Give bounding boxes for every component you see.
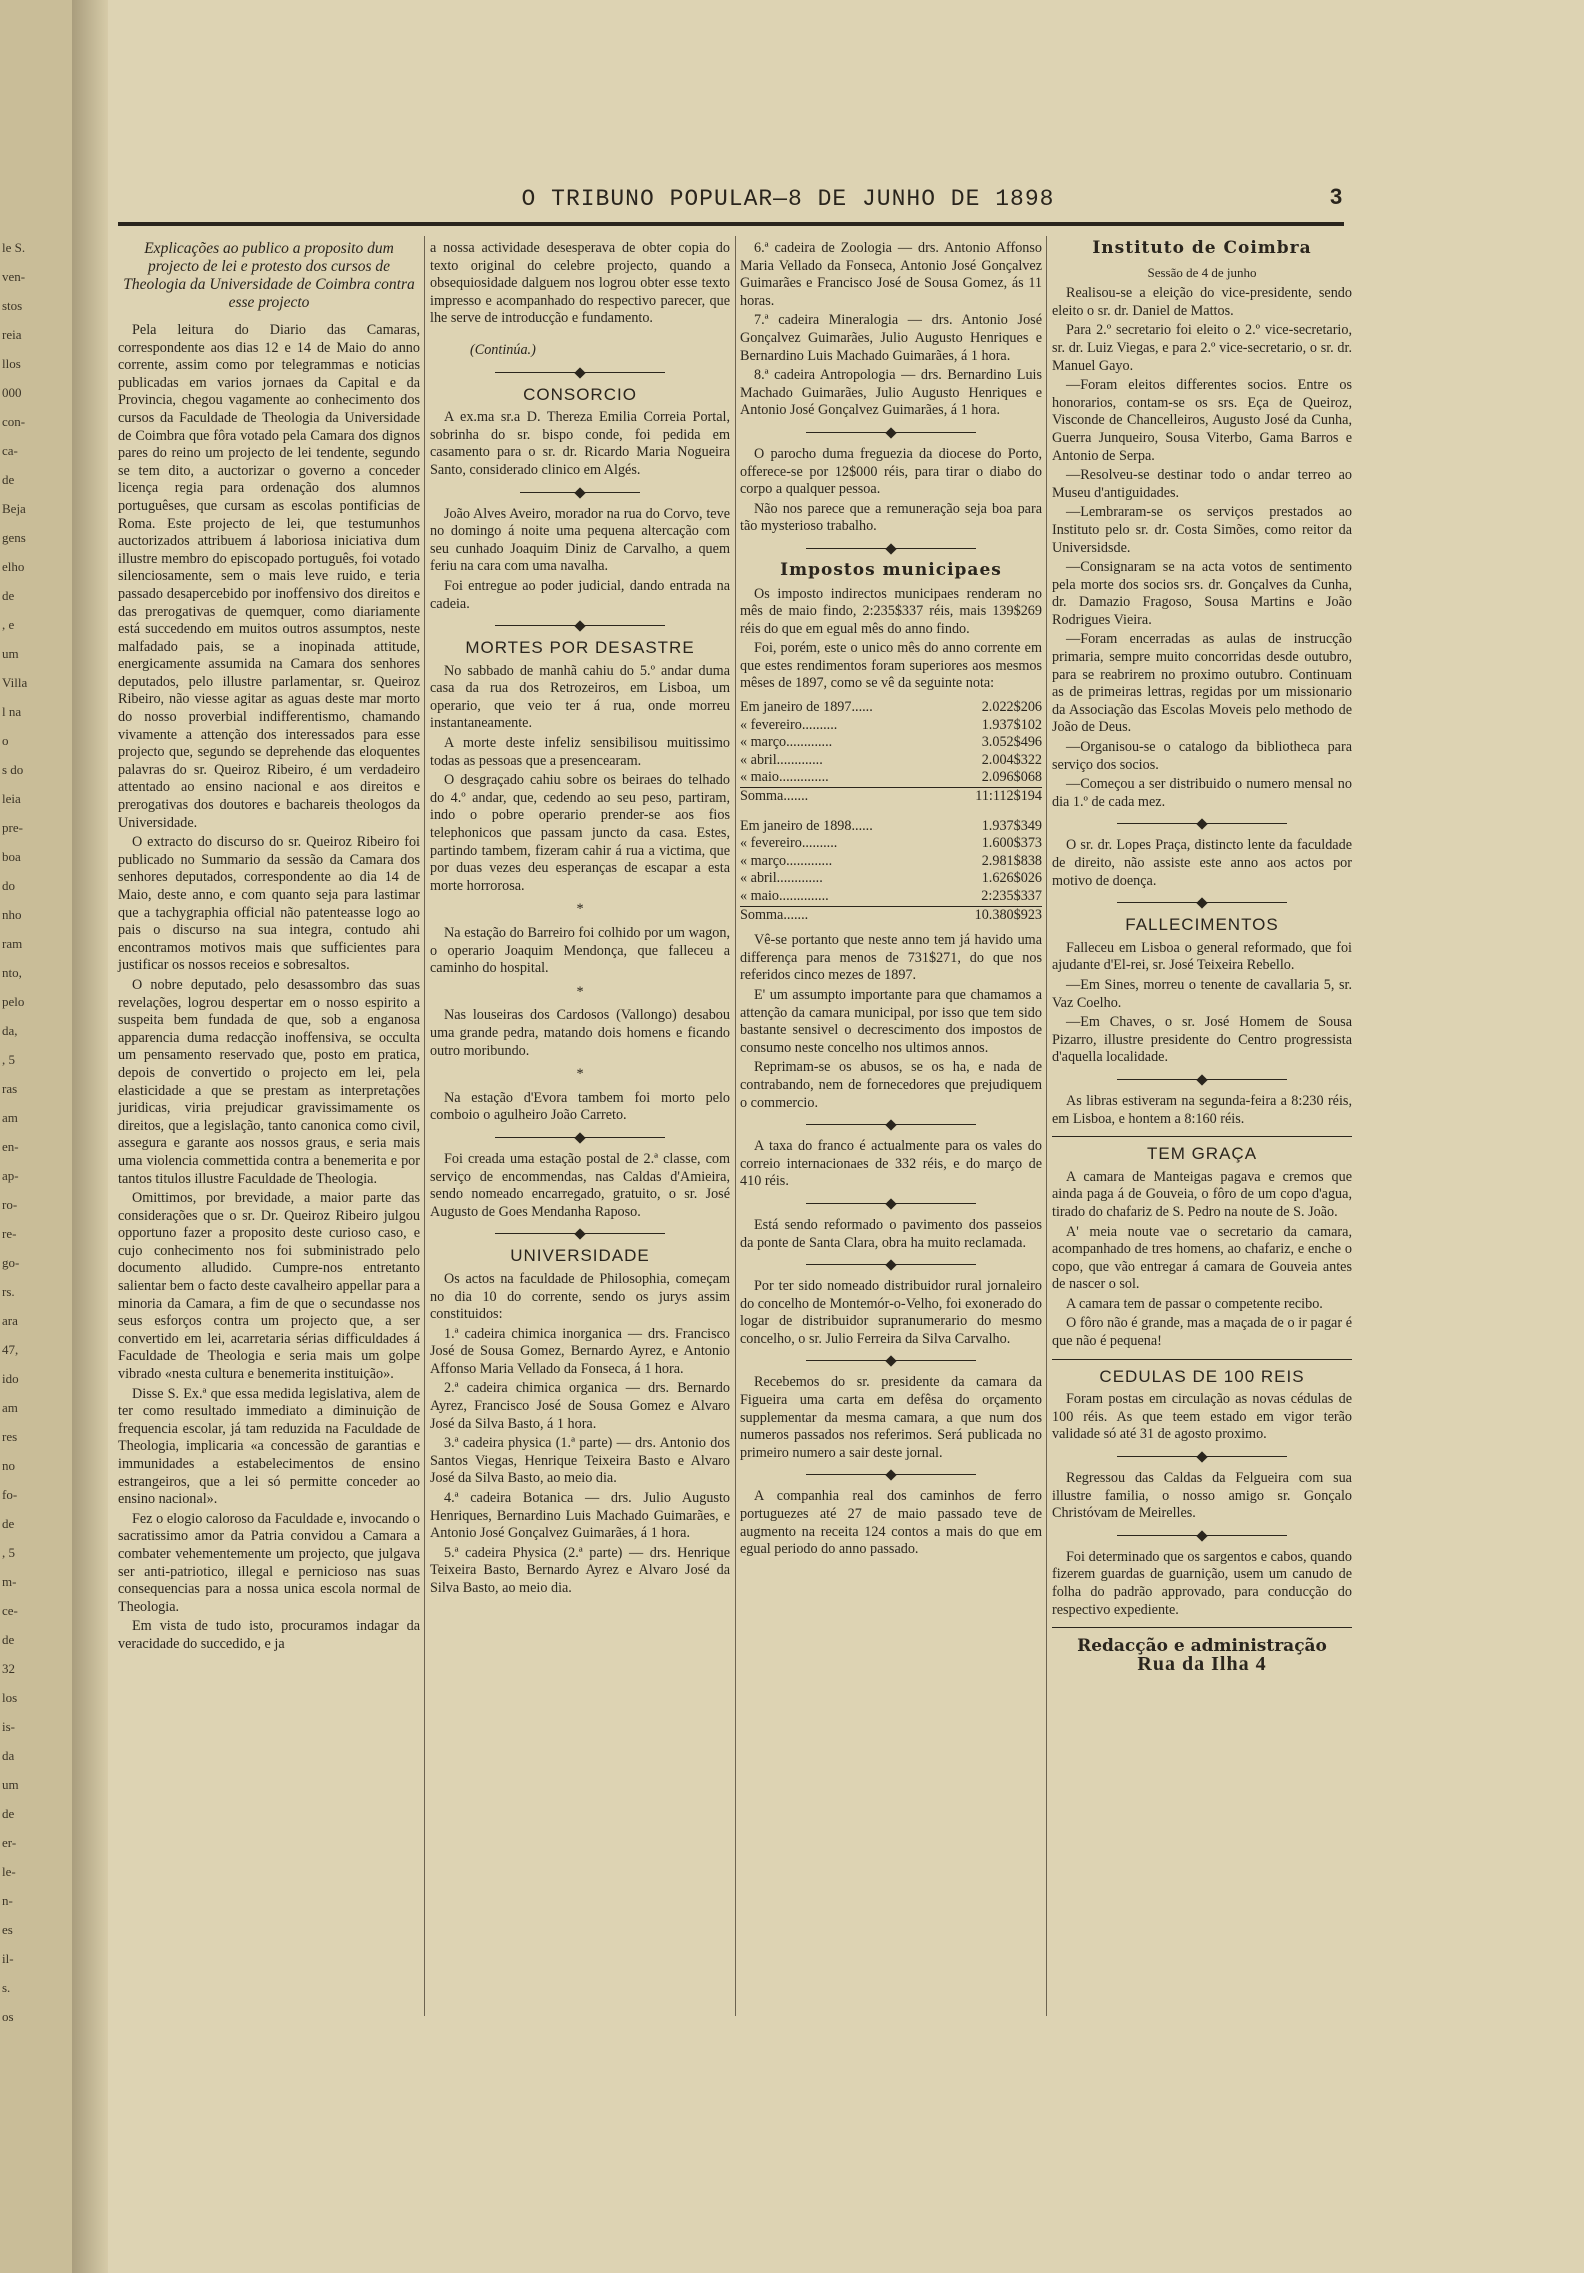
tax-month: « fevereiro.......... (740, 716, 838, 733)
tax-month: « maio.............. (740, 769, 829, 786)
paragraph: Foi creada uma estação postal de 2.ª classe, com serviço de encommendas, nas Caldas d'Amieira, sendo nomeado encarregado, gratuito, o sr. José Augusto de Goes Mendanha Raposo. (430, 1150, 730, 1220)
paragraph: Omittimos, por brevidade, a maior parte das considerações que o sr. Dr. Queiroz Ribeiro julgou opportuno fazer a proposito deste curioso caso, e cujo conhecimento nos foi subministrado pelo documento alludido. Cumpre-nos entretanto salientar bem o facto deste cavalheiro appellar para a minoria da Camara, a fim de que o secundasse nos seus esforços contra um projecto que, a ser convertido em lei, acarretaria sérias difficuldades á Faculdade de Theologia e seria mais um golpe vibrado «nesta cultura e benemerita instituição». (118, 1190, 420, 1383)
book-gutter (72, 0, 108, 2273)
prev-page-fragment: do (2, 878, 15, 893)
tax-value: 2:235$337 (981, 888, 1042, 904)
prev-page-fragment: rs. (2, 1284, 15, 1299)
tax-value: 2.096$068 (981, 769, 1042, 786)
paragraph: —Foram eleitos differentes socios. Entre os honorarios, contam-se os srs. Eça de Queiroz, Visconde de Chancelleiros, Augusto José da Cunha, Guerra Junqueiro, Sousa Viterbo, Gama Barros e Antonio de Serpa. (1052, 377, 1352, 464)
separator (806, 1470, 976, 1480)
prev-page-fragment: ro- (2, 1197, 18, 1212)
sum-value: 10.380$923 (940, 906, 1042, 924)
paragraph: Para 2.º secretario foi eleito o 2.º vice-secretario, sr. dr. Luiz Viegas, e para 2.º vice-secretario, o sr. dr. Manuel Gayo. (1052, 322, 1352, 374)
tax-row (740, 888, 1042, 906)
jury-item: 1.ª cadeira chimica inorganica — drs. Francisco José de Sousa Gomez, Bernardo Ayrez, e Antonio Affonso Maria Vellado da Fonseca, á 1 hora. (430, 1325, 730, 1377)
address-street: Rua da Ilha 4 (1137, 1652, 1267, 1675)
paragraph: A camara tem de passar o competente recibo. (1066, 1295, 1323, 1312)
prev-page-fragment: es (2, 1922, 13, 1937)
prev-page-fragment: o (2, 733, 9, 748)
paragraph: Na estação d'Evora tambem foi morto pelo comboio o agulheiro João Carreto. (430, 1089, 730, 1124)
prev-page-fragment: pelo (2, 994, 25, 1009)
jury-item: 2.ª cadeira chimica organica — drs. Bernardo Ayrez, Francisco José de Sousa Gomez e Alvaro José da Silva Basto, á 1 hora. (430, 1380, 730, 1432)
prev-page-fragment: m- (2, 1574, 17, 1589)
prev-page-fragment: ce- (2, 1603, 18, 1618)
jury-item: 7.ª cadeira Mineralogia — drs. Antonio José Gonçalvez Guimarães, Julio Augusto Henriques e Bernardino Luis Machado Guimarães, á 1 hora. (740, 312, 1042, 364)
separator (495, 621, 665, 631)
prev-page-fragment: de (2, 1516, 15, 1531)
paragraph: Fez o elogio caloroso da Faculdade e, invocando o sacratissimo amor da Patria convidou a Camara a combater vehementemente um projecto, que julgava ser anti-patriotico, illegal e pernicioso nas suas consequencias para a nossa unica escola normal de Theologia. (118, 1510, 420, 1615)
tax-value: 3.052$496 (981, 734, 1042, 751)
prev-page-fragment: , e (2, 617, 15, 632)
separator (495, 1133, 665, 1143)
prev-page-fragment: de (2, 1806, 15, 1821)
separator (520, 488, 640, 498)
paragraph: —Foram encerradas as aulas de instrucção primaria, sempre muito concorridas desde outubro, para se reabrirem no proximo outubro. Continuam as de primeiras lettras, regidas por um missionario da Associação das Escolas Moveis pelo methodo de João de Deus. (1052, 631, 1352, 736)
prev-page-fragment: leia (2, 791, 21, 806)
paragraph: Nas louseiras dos Cardosos (Vallongo) desabou uma grande pedra, matando dois homens e ficando outro moribundo. (430, 1007, 730, 1059)
paragraph: Recebemos do sr. presidente da camara da Figueira uma carta em defêsa do orçamento supplementar da mesma camara, a que num dos numeros passados nos referimos. Será publicada no primeiro numero a sair deste jornal. (740, 1374, 1042, 1461)
column-divider (1046, 236, 1047, 2016)
prev-page-fragment: de (2, 1632, 15, 1647)
prev-page-fragment: am (2, 1110, 18, 1125)
prev-page-fragment: de (2, 588, 15, 603)
section-title: CEDULAS DE 100 REIS (1099, 1366, 1305, 1386)
paragraph: O desgraçado cahiu sobre os beiraes do telhado do 4.º andar, que, cedendo ao seu peso, partiram, indo o pobre operario prender-se aos fios telephonicos que passam juncto da casa. Estes, partindo tambem, fizeram cahir á rua a victima, que por duas vezes deu esperanças de escapar a esta morte horrorosa. (430, 772, 730, 894)
paragraph: —Consignaram se na acta votos de sentimento pela morte dos socios srs. dr. Gonçalves da Cunha, dr. Damazio Fragoso, Sousa Martins e João Rodrigues Vieira. (1052, 559, 1352, 628)
paragraph: Na estação do Barreiro foi colhido por um wagon, o operario Joaquim Mendonça, que falleceu a caminho do hospital. (430, 925, 730, 977)
prev-page-fragment: um (2, 646, 19, 661)
prev-page-fragment: go- (2, 1255, 20, 1270)
paragraph: Foram postas em circulação as novas cédulas de 100 réis. As que teem estado em vigor terão validade só até 31 de agosto proximo. (1052, 1391, 1352, 1443)
paragraph: A camara de Manteigas pagava e cremos que ainda paga á de Gouveia, o fôro de um copo d'agua, tirado do chafariz de S. Pedro na noute de S. João. (1052, 1168, 1352, 1220)
paragraph: A morte deste infeliz sensibilisou muitissimo todas as pessoas que a presencearam. (430, 735, 730, 769)
prev-page-fragment: nho (2, 907, 22, 922)
jury-item: 8.ª cadeira Antropologia — drs. Bernardino Luis Machado Guimarães, Julio Augusto Henriques e Antonio José Gonçalvez Guimarães, á 1 hora. (740, 367, 1042, 419)
section-title: MORTES POR DESASTRE (465, 638, 695, 658)
paragraph: A' meia noute vae o secretario da camara, acompanhado de tres homens, ao chafariz, e enche o copo, que vão entregar á camara de Gouveia antes de nascer o sol. (1052, 1223, 1352, 1293)
prev-page-fragment: ido (2, 1371, 19, 1386)
prev-page-fragment: l na (2, 704, 22, 719)
column-3 (740, 240, 1042, 1561)
tax-month: Em janeiro de 1897...... (740, 699, 873, 716)
paragraph: —Começou a ser distribuido o numero mensal no dia 1.º de cada mez. (1052, 776, 1352, 810)
prev-page-fragment: nto, (2, 965, 22, 980)
column-4 (1052, 240, 1352, 1673)
tax-row (740, 870, 1042, 888)
prev-page-fragment: fo- (2, 1487, 18, 1502)
paragraph: O nobre deputado, pelo desassombro das suas revelações, logrou despertar em o nosso espirito a suspeita bem fundada de que, sob a enganosa apparencia duma redacção inoffensiva, se occulta um pensamento reservado que, posto em pratica, depois de convertido o projecto em lei, pela elasticidade a que se prestam as interpretações juridicas, viria prejudicar gravissimamente os direitos, que a legislação, tanto canonica como civil, assegura e garante aos nossos graus, e seria mais uma violencia commettida contra a benemerita e por tantos titulos illustre Faculdade de Theologia. (118, 976, 420, 1187)
separator (1117, 1452, 1287, 1462)
paragraph: —Lembraram-se os serviços prestados ao Instituto pelo sr. dr. Costa Simões, como reitor da Universidsde. (1052, 504, 1352, 556)
star-separator: * (576, 983, 584, 1000)
prev-page-fragment: de (2, 472, 15, 487)
tax-value: 1.937$102 (981, 716, 1042, 733)
prev-page-fragment: da, (2, 1023, 18, 1038)
paragraph: Foi entregue ao poder judicial, dando entrada na cadeia. (430, 577, 730, 612)
prev-page-fragment: ras (2, 1081, 18, 1096)
tax-month: « fevereiro.......... (740, 835, 838, 852)
prev-page-fragment: s. (2, 1980, 11, 1995)
tax-month: « abril............. (740, 751, 823, 768)
prev-page-fragment: pre- (2, 820, 23, 835)
paragraph: Realisou-se a eleição do vice-presidente, sendo eleito o sr. dr. Daniel de Mattos. (1052, 285, 1352, 319)
section-title: Instituto de Coimbra (1092, 238, 1312, 258)
prev-page-fragment: re- (2, 1226, 17, 1241)
prev-page-fragment: ram (2, 936, 23, 951)
paragraph: O parocho duma freguezia da diocese do Porto, offerece-se por 12$000 réis, para tirar o diabo do corpo a qualquer pessoa. (740, 445, 1042, 498)
paragraph: O sr. dr. Lopes Praça, distincto lente da faculdade de direito, não assiste este anno aos actos por motivo de doença. (1052, 837, 1352, 889)
paragraph: A ex.ma sr.a D. Thereza Emilia Correia Portal, sobrinha do sr. bispo conde, foi pedida em casamento para o sr. dr. Ricardo Maria Nogueira Santo, considerado clinico em Algés. (430, 409, 730, 478)
prev-page-fragment: llos (2, 356, 21, 371)
prev-page-fragment: le S. (2, 240, 26, 255)
prev-page-fragment: is- (2, 1719, 15, 1734)
prev-page-fragment: reia (2, 327, 22, 342)
tax-table-1897 (740, 699, 1042, 806)
jury-item: 4.ª cadeira Botanica — drs. Julio Augusto Henriques, Bernardino Luis Machado Guimarães, e Antonio José Gonçalvez Guimarães, á 1 hora. (430, 1490, 730, 1542)
prev-page-fragment: 32 (2, 1661, 15, 1676)
section-rule (1052, 1359, 1352, 1360)
prev-page-fragment: n- (2, 1893, 13, 1908)
paragraph: Reprimam-se os abusos, se os ha, e nada de contrabando, nem de fornecedores que prejudiquem o commercio. (740, 1059, 1042, 1111)
tax-value: 2.981$838 (981, 852, 1042, 869)
tax-value: 2.022$206 (981, 699, 1042, 716)
paragraph: O extracto do discurso do sr. Queiroz Ribeiro foi publicado no Summario da sessão da Camara dos senhores deputados, correspondente ao dia 14 de Maio, deste anno, e com quanto seja para lastimar que a tachygraphia official não patenteasse logo ao pais o discurso na sua integra, contudo ahi encontramos motivos mais que sufficientes para justificar os nossos receios e sobresaltos. (118, 834, 420, 974)
tax-table-1898 (740, 818, 1042, 925)
section-title: Impostos municipaes (780, 559, 1002, 580)
separator (806, 1120, 976, 1130)
star-separator: * (576, 1066, 584, 1083)
prev-page-fragment: con- (2, 414, 26, 429)
prev-page-fragment: stos (2, 298, 23, 313)
jury-item: 5.ª cadeira Physica (2.ª parte) — drs. Henrique Teixeira Basto, Bernardo Ayrez e Alvaro José da Silva Basto, ao meio dia. (430, 1544, 730, 1596)
separator (495, 1229, 665, 1239)
prev-page-fragment: elho (2, 559, 25, 574)
prev-page-fragment: ven- (2, 269, 26, 284)
sum-label: Somma....... (740, 906, 940, 924)
section-rule (1052, 1627, 1352, 1628)
prev-page-fragment: um (2, 1777, 19, 1792)
paragraph: E' um assumpto importante para que chamamos a attenção da camara municipal, por isso que tem sido bastante sensivel o decrescimento dos impostos de consumo neste concelho nos ultimos annos. (740, 986, 1042, 1056)
paragraph: A taxa do franco é actualmente para os vales do correio internacionaes de 332 réis, e do março de 410 réis. (740, 1138, 1042, 1190)
column-1 (118, 240, 420, 1656)
previous-page-edge (0, 0, 74, 2273)
address-heading: Redacção e administração (1077, 1636, 1327, 1657)
separator (1117, 898, 1287, 908)
tax-value: 1.626$026 (981, 870, 1042, 887)
separator (806, 428, 976, 438)
prev-page-fragment: , 5 (2, 1052, 15, 1067)
paragraph: Falleceu em Lisboa o general reformado, que foi ajudante d'El-rei, sr. José Teixeira Rebello. (1052, 939, 1352, 974)
tax-value: 2.004$322 (981, 751, 1042, 768)
separator (806, 544, 976, 554)
paragraph: —Em Chaves, o sr. José Homem de Sousa Pizarro, illustre presidente do Centro progressista d'aquella localidade. (1052, 1014, 1352, 1066)
tax-row (740, 717, 1042, 735)
prev-page-fragment: er- (2, 1835, 17, 1850)
separator (1117, 819, 1287, 829)
continued-note: (Continúa.) (470, 341, 536, 358)
paragraph: Regressou das Caldas da Felgueira com sua illustre familia, o nosso amigo sr. Gonçalo Christóvam de Meirelles. (1052, 1470, 1352, 1522)
prev-page-fragment: 000 (2, 385, 22, 400)
prev-page-fragment: ara (2, 1313, 18, 1328)
paragraph: A companhia real dos caminhos de ferro portuguezes até 27 de maio passado teve de augmento na receita 124 contos a mais do que em egual periodo do anno passado. (740, 1488, 1042, 1558)
running-header: O TRIBUNO POPULAR—8 DE JUNHO DE 1898 (521, 186, 1055, 212)
section-title: UNIVERSIDADE (510, 1246, 650, 1266)
separator (1117, 1531, 1287, 1541)
paragraph: Vê-se portanto que neste anno tem já havido uma differença para menos de 731$271, do que nos referidos cinco mezes de 1897. (740, 932, 1042, 984)
prev-page-fragment: Villa (2, 675, 28, 690)
article-heading: Explicações ao publico a proposito dum projecto de lei e protesto dos cursos de Theologia da Universidade de Coimbra contra esse projecto (123, 240, 415, 311)
prev-page-fragment: gens (2, 530, 26, 545)
separator (806, 1356, 976, 1366)
jury-item: 3.ª cadeira physica (1.ª parte) — drs. Antonio dos Santos Viegas, Henrique Teixeira Basto e Alvaro José da Silva Basto, ao meio dia. (430, 1435, 730, 1487)
prev-page-fragment: ap- (2, 1168, 19, 1183)
paragraph: —Organisou-se o catalogo da bibliotheca para serviço dos socios. (1052, 739, 1352, 773)
paragraph: Disse S. Ex.ª que essa medida legislativa, alem de ter como resultado immediato a diminuição de frequencia escolar, já tam reduzida na Faculdade de Theologia, implicaria «a concessão de garantias e immunidades a estabelecimentos de ensino estrangeiros, que a lei só permitte conceder ao ensino nacional». (118, 1385, 420, 1508)
jury-item: 6.ª cadeira de Zoologia — drs. Antonio Affonso Maria Vellado da Fonseca, Antonio José Gonçalvez Guimarães e Francisco José de Sousa Gomez, ás 11 horas. (740, 240, 1042, 309)
prev-page-fragment: no (2, 1458, 15, 1473)
tax-month: Em janeiro de 1898...... (740, 817, 873, 834)
header-rule (118, 222, 1344, 226)
section-title: FALLECIMENTOS (1125, 915, 1279, 935)
paragraph: No sabbado de manhã cahiu do 5.º andar duma casa da rua dos Retrozeiros, em Lisboa, um operario, que veio ter á rua, onde morreu instantaneamente. (430, 662, 730, 732)
column-divider (735, 236, 736, 2016)
paragraph: —Resolveu-se destinar todo o andar terreo ao Museu d'antiguidades. (1052, 467, 1352, 501)
paragraph: O fôro não é grande, mas a maçada de o ir pagar é que não é pequena! (1052, 1315, 1352, 1350)
tax-value: 1.600$373 (981, 835, 1042, 852)
prev-page-fragment: da (2, 1748, 15, 1763)
section-title: CONSORCIO (523, 384, 637, 404)
prev-page-fragment: , 5 (2, 1545, 15, 1560)
paragraph: Foi, porém, este o unico mês do anno corrente em que estes rendimentos foram superiores aos mesmos mêses de 1897, como se vê da seguinte nota: (740, 640, 1042, 692)
tax-month: « maio.............. (740, 888, 829, 904)
star-separator: * (576, 901, 584, 918)
paragraph: —Em Sines, morreu o tenente de cavallaria 5, sr. Vaz Coelho. (1052, 976, 1352, 1011)
prev-page-fragment: le- (2, 1864, 16, 1879)
paragraph: Pela leitura do Diario das Camaras, correspondente aos dias 12 e 14 de Maio do anno corrente, assim como por telegrammas e noticias publicadas em varios jornaes da Capital e da Provincia, chegou vagamente ao conhecimento dos cursos da Faculdade de Theologia da Universidade de Coimbra que fôra votado pela Camara dos dignos pares do reino um projecto de lei tendente, segundo se tem dito, a auctorizar o governo a conceder licença regia para ordenação dos alumnos portuguêses, que cursam as escolas pontificias de Roma. Este projecto de lei, que testumunhos auctorizados attribuem á laboriosa iniciativa dum illustre membro do episcopado português, foi votado silenciosamente, sem o mais leve ruido, e teria passado desapercebido por inoffensivo dos direitos e das prerogativas de quemquer, como diariamente está succedendo em muitos outros assumptos, neste malfadado pais, se a inopinada attitude, energicamente assumida na Camara dos senhores deputados, pelo illustre parlamentar, sr. Queiroz Ribeiro, não viesse agitar as aguas deste mar morto do nosso proverbial indifferentismo, chamando vivamente a attenção dos interessados para esse projecto que, segundo se deprehende das eloquentes palavras do sr. Queiroz Ribeiro, é um verdadeiro attentado ao ensino nacional e aos direitos e prerogativas dos doutores e bachareis theologos da Universidade. (118, 322, 420, 831)
tax-row (740, 734, 1042, 752)
paragraph: Está sendo reformado o pavimento dos passeios da ponte de Santa Clara, obra ha muito reclamada. (740, 1216, 1042, 1251)
newspaper-page (108, 0, 1584, 2273)
prev-page-fragment: ca- (2, 443, 18, 458)
prev-page-fragment: Beja (2, 501, 26, 516)
paragraph: Foi determinado que os sargentos e cabos, quando fizerem guardas de guarnição, usem um canudo de folha do padrão approvado, para conducção do respectivo expediente. (1052, 1548, 1352, 1618)
tax-row (740, 835, 1042, 853)
prev-page-fragment: boa (2, 849, 21, 864)
section-rule (1052, 1136, 1352, 1137)
separator (495, 368, 665, 378)
tax-row (740, 769, 1042, 787)
prev-page-fragment: os (2, 2009, 14, 2024)
sum-label: Somma....... (740, 788, 941, 806)
prev-page-fragment: en- (2, 1139, 19, 1154)
paragraph: João Alves Aveiro, morador na rua do Corvo, teve no domingo á noite uma pequena altercação com seu cunhado Joaquim Diniz de Carvalho, a quem feriu na cara com uma navalha. (430, 505, 730, 575)
column-divider (424, 236, 425, 2016)
prev-page-fragment: s do (2, 762, 24, 777)
separator (806, 1199, 976, 1209)
tax-month: « abril............. (740, 870, 823, 887)
prev-page-fragment: am (2, 1400, 18, 1415)
paragraph: As libras estiveram na segunda-feira a 8:230 réis, em Lisboa, e hontem a 8:160 réis. (1052, 1092, 1352, 1127)
paragraph: Em vista de tudo isto, procuramos indagar da veracidade do succedido, e ja (118, 1618, 420, 1652)
paragraph: Os actos na faculdade de Philosophia, começam no dia 10 do corrente, sendo os jurys assim constituidos: (430, 1270, 730, 1323)
tax-month: « março............. (740, 734, 833, 751)
prev-page-fragment: res (2, 1429, 18, 1444)
tax-row (740, 752, 1042, 770)
section-subtitle: Sessão de 4 de junho (1147, 264, 1257, 280)
prev-page-fragment: los (2, 1690, 18, 1705)
paragraph: a nossa actividade desesperava de obter copia do texto original do celebre projecto, quando a obsequiosidade dalguem nos logrou obter esse texto impresso e acompanhado do respectivo parecer, que lhe serve de introducção e fundamento. (430, 240, 730, 327)
section-title: TEM GRAÇA (1146, 1144, 1258, 1164)
separator (1117, 1075, 1287, 1085)
paragraph: Os imposto indirectos municipaes renderam no mês de maio findo, 2:235$337 réis, mais 139$269 réis do que em egual mês do anno findo. (740, 585, 1042, 637)
separator (806, 1260, 976, 1270)
column-2 (430, 240, 730, 1600)
sum-value: 11:112$194 (941, 788, 1042, 806)
tax-row (740, 818, 1042, 836)
tax-value: 1.937$349 (981, 817, 1042, 834)
prev-page-fragment: il- (2, 1951, 14, 1966)
page-number: 3 (1330, 184, 1343, 209)
paragraph: Por ter sido nomeado distribuidor rural jornaleiro do concelho de Montemór-o-Velho, foi exonerado do logar de distribuidor supranumerario do mesmo concelho, o sr. Julio Ferreira da Silva Carvalho. (740, 1278, 1042, 1347)
tax-row (740, 699, 1042, 717)
tax-row (740, 853, 1042, 871)
prev-page-fragment: 47, (2, 1342, 19, 1357)
paragraph: Não nos parece que a remuneração seja boa para tão mysterioso trabalho. (740, 500, 1042, 535)
tax-month: « março............. (740, 852, 833, 869)
